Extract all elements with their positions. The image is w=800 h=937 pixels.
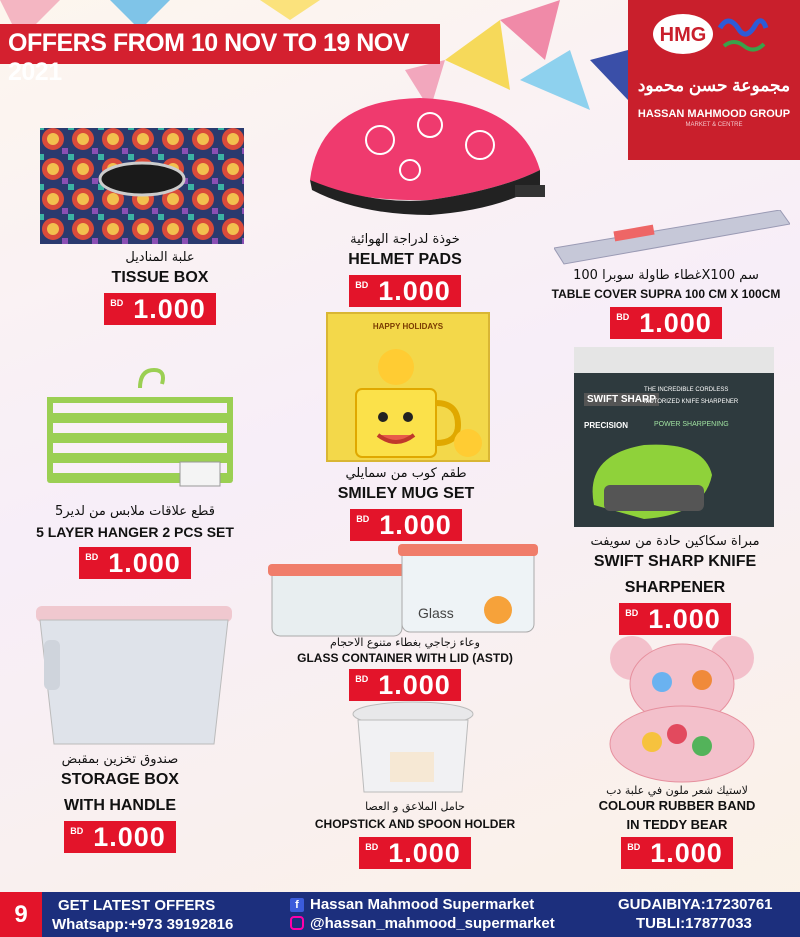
- product-helmet-pads: [310, 232, 500, 307]
- product-knife-sharpener: [560, 534, 790, 635]
- gudaibiya-phone[interactable]: GUDAIBIYA:17230761: [618, 896, 773, 913]
- product-english-name: TABLE COVER SUPRA 100 CM X 100CM: [551, 287, 781, 301]
- company-arabic-name: مجموعة حسن محمود: [637, 76, 791, 95]
- product-english-name: CHOPSTICK AND SPOON HOLDER: [314, 817, 516, 831]
- hanger-image: [30, 350, 250, 500]
- price-value: 1.000: [388, 838, 461, 868]
- product-rubber-band: [570, 784, 784, 869]
- price-tag: [79, 547, 191, 579]
- currency-label: BD: [85, 552, 99, 562]
- product-english-name: STORAGE BOX: [61, 771, 179, 788]
- footer-bar: [0, 892, 800, 937]
- currency-label: BD: [70, 826, 84, 836]
- tissue-box-image: [38, 124, 248, 248]
- currency-label: BD: [625, 608, 639, 618]
- glass-container-image: [268, 540, 538, 640]
- facebook-icon: f: [290, 898, 304, 912]
- product-arabic-name: طقم كوب من سمايلي: [345, 466, 467, 481]
- chopstick-holder-image: [350, 700, 476, 800]
- product-arabic-name: لاستيك شعر ملون في علبة دب: [606, 784, 748, 797]
- product-english-name: 5 LAYER HANGER 2 PCS SET: [36, 524, 234, 540]
- product-english-name: SWIFT SHARP KNIFE: [593, 553, 757, 570]
- price-tag: [619, 603, 731, 635]
- price-value: 1.000: [93, 822, 166, 852]
- currency-label: BD: [355, 280, 369, 290]
- instagram-handle[interactable]: @hassan_mahmood_supermarket: [310, 915, 555, 932]
- price-tag: [64, 821, 176, 853]
- product-chopstick-holder: [300, 800, 530, 869]
- company-english-name: HASSAN MAHMOOD GROUP: [637, 108, 791, 120]
- product-glass-container: [280, 636, 530, 701]
- product-arabic-name: حامل الملاعق و العصا: [365, 800, 465, 813]
- instagram-icon: [290, 916, 304, 930]
- glass-label: Glass: [418, 605, 454, 621]
- page-number: 9: [0, 892, 42, 937]
- product-english-name: TISSUE BOX: [111, 269, 209, 286]
- product-arabic-name: علبة المناديل: [125, 250, 195, 265]
- product-arabic-name: صندوق تخزين بمقبض: [61, 752, 179, 767]
- currency-label: BD: [616, 312, 630, 322]
- sharpener-precision: PRECISION: [584, 421, 629, 430]
- currency-label: BD: [627, 842, 641, 852]
- latest-offers-label: GET LATEST OFFERS: [58, 897, 216, 914]
- product-arabic-name: مبراة سكاكين حادة من سويفت: [590, 534, 760, 549]
- facebook-page[interactable]: Hassan Mahmood Supermarket: [310, 896, 535, 913]
- price-value: 1.000: [648, 604, 721, 634]
- currency-label: BD: [110, 298, 124, 308]
- sharpener-brand: SWIFT SHARP: [584, 393, 659, 406]
- price-value: 1.000: [133, 294, 206, 324]
- price-tag: [610, 307, 722, 339]
- currency-label: BD: [356, 514, 370, 524]
- product-english-name: COLOUR RUBBER BAND: [598, 798, 756, 813]
- product-english-name-line2: SHARPENER: [624, 579, 726, 596]
- product-english-name: SMILEY MUG SET: [337, 485, 475, 502]
- sharpener-power: POWER SHARPENING: [654, 421, 729, 428]
- price-tag: [359, 837, 471, 869]
- product-smiley-mug-set: [316, 466, 496, 541]
- price-tag: [621, 837, 733, 869]
- product-arabic-name: 5قطع علاقات ملابس من لدير: [55, 504, 215, 519]
- price-value: 1.000: [378, 670, 451, 700]
- product-storage-box: [20, 752, 220, 853]
- sharpener-line2: MOTORIZED KNIFE SHARPENER: [644, 399, 739, 405]
- price-value: 1.000: [379, 510, 452, 540]
- sharpener-line1: THE INCREDIBLE CORDLESS: [644, 387, 729, 393]
- smiley-mug-image: [326, 312, 490, 462]
- storage-box-image: [32, 600, 232, 750]
- hmg-logo-mark: [628, 8, 800, 68]
- product-arabic-name: غطاء طاولة سوبرا 100X100 سم: [573, 268, 759, 283]
- offer-dates-banner: OFFERS FROM 10 NOV TO 19 NOV 2021: [0, 24, 440, 64]
- price-value: 1.000: [650, 838, 723, 868]
- currency-label: BD: [355, 674, 369, 684]
- product-table-cover: [532, 268, 800, 339]
- price-value: 1.000: [378, 276, 451, 306]
- product-tissue-box: [60, 250, 260, 325]
- mug-box-text: HAPPY HOLIDAYS: [372, 322, 444, 331]
- company-logo: [628, 0, 800, 160]
- product-english-name: GLASS CONTAINER WITH LID (ASTD): [297, 651, 513, 665]
- company-tagline: MARKET & CENTRE: [685, 122, 743, 128]
- product-arabic-name: خوذة لدراجة الهوائية: [350, 232, 460, 247]
- price-value: 1.000: [108, 548, 181, 578]
- product-layer-hanger: [20, 504, 250, 579]
- price-value: 1.000: [639, 308, 712, 338]
- price-tag: [349, 275, 461, 307]
- product-arabic-name: وعاء زجاجي بغطاء متنوع الاحجام: [330, 636, 480, 649]
- price-tag: [349, 669, 461, 701]
- svg-text:HMG: HMG: [659, 24, 707, 46]
- product-english-name-line2: WITH HANDLE: [64, 797, 176, 814]
- tubli-phone[interactable]: TUBLI:17877033: [636, 915, 752, 932]
- teddy-rubber-band-image: [592, 634, 772, 784]
- price-tag: [350, 509, 462, 541]
- product-english-name-line2: IN TEDDY BEAR: [626, 817, 728, 832]
- knife-sharpener-image: [574, 347, 774, 527]
- table-cover-image: [554, 210, 790, 266]
- whatsapp-number[interactable]: Whatsapp:+973 39192816: [52, 916, 234, 933]
- product-english-name: HELMET PADS: [348, 251, 462, 268]
- helmet-image: [300, 90, 560, 220]
- currency-label: BD: [365, 842, 379, 852]
- price-tag: [104, 293, 216, 325]
